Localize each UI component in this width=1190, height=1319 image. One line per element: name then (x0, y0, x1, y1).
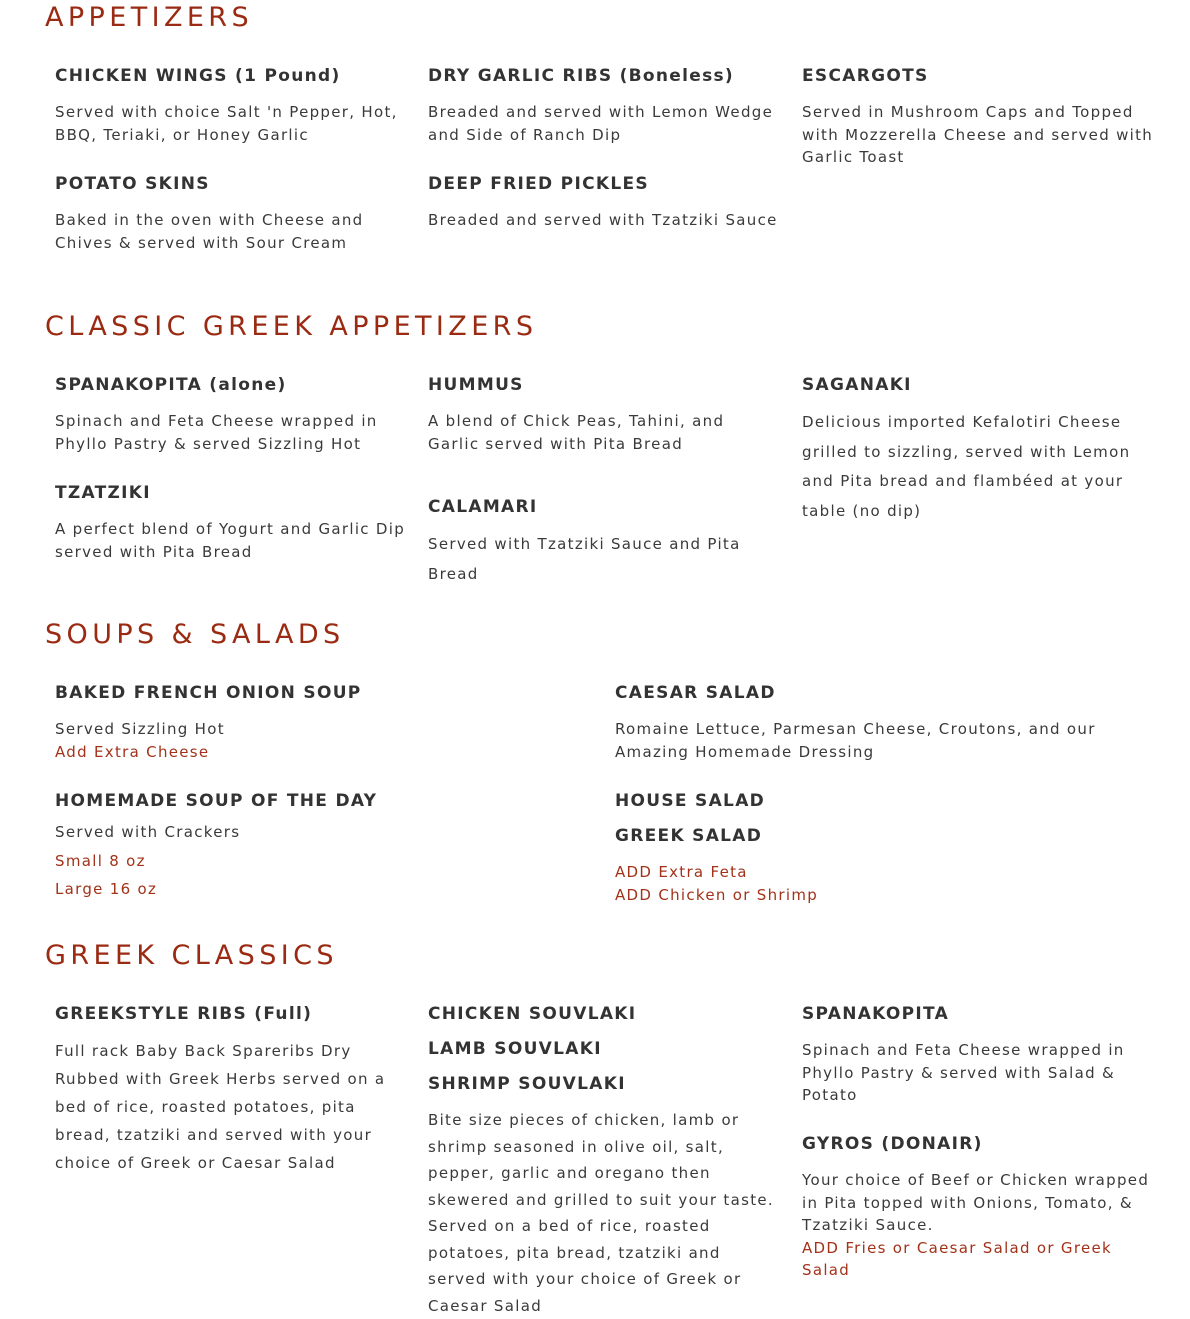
item-name: SPANAKOPITA (alone) (55, 375, 287, 395)
item-description: Served in Mushroom Caps and Topped with Mozzerella Cheese and served with Garlic Toast (802, 103, 1154, 166)
item-name: GYROS (DONAIR) (802, 1134, 983, 1154)
menu-item (55, 174, 405, 254)
item-description: Served Sizzling Hot (55, 720, 225, 738)
item-addon: ADD Extra Feta (615, 863, 748, 881)
item-addon: ADD Chicken or Shrimp (615, 885, 819, 904)
item-addon: ADD Fries or Caesar Salad or Greek Salad (802, 1238, 1113, 1279)
item-description: Romaine Lettuce, Parmesan Cheese, Croutons, and our Amazing Homemade Dressing (615, 720, 1096, 761)
menu-item (428, 66, 778, 146)
item-name: DEEP FRIED PICKLES (428, 174, 649, 194)
section-title-greek-classics: GREEK CLASSICS (45, 940, 338, 971)
menu-item (55, 66, 405, 146)
item-description: A perfect blend of Yogurt and Garlic Dip served with Pita Bread (55, 520, 406, 561)
item-name: ESCARGOTS (802, 66, 929, 86)
item-description: Spinach and Feta Cheese wrapped in Phyllo Pastry & served with Salad & Potato (802, 1041, 1125, 1104)
menu-item (428, 497, 758, 589)
item-name: POTATO SKINS (55, 174, 210, 194)
menu-item (802, 1134, 1157, 1282)
menu-item (615, 826, 1115, 906)
item-name: CAESAR SALAD (615, 683, 776, 703)
item-description: Served with Tzatziki Sauce and Pita Bread (428, 535, 741, 583)
item-description: Full rack Baby Back Spareribs Dry Rubbed with Greek Herbs served on a bed of rice, roasted potatoes, pita bread, tzatziki and served with your choice of Greek or Caesar Salad (55, 1042, 386, 1172)
menu-item (428, 174, 788, 232)
item-addon: Add Extra Cheese (55, 742, 210, 761)
menu-item (802, 375, 1147, 526)
menu-item (428, 375, 773, 455)
item-description: Baked in the oven with Cheese and Chives & served with Sour Cream (55, 211, 364, 252)
item-name: CHICKEN WINGS (1 Pound) (55, 66, 341, 86)
item-name: BAKED FRENCH ONION SOUP (55, 683, 362, 703)
item-name: CHICKEN SOUVLAKI (428, 1004, 637, 1024)
item-description: Bite size pieces of chicken, lamb or shrimp seasoned in olive oil, salt, pepper, garlic and oregano then skewered and grilled to suit your taste. Served on a bed of rice, roasted potatoes, pita bread, tzatziki and served with your choice of Greek or Caesar Salad (428, 1111, 774, 1315)
item-name: HOMEMADE SOUP OF THE DAY (55, 791, 378, 811)
item-description: A blend of Chick Peas, Tahini, and Garlic served with Pita Bread (428, 412, 725, 453)
item-description: Breaded and served with Tzatziki Sauce (428, 211, 778, 229)
item-description: Served with Crackers (55, 823, 241, 841)
menu-item (802, 66, 1157, 169)
item-name: LAMB SOUVLAKI (428, 1039, 602, 1059)
item-description: Delicious imported Kefalotiri Cheese grilled to sizzling, served with Lemon and Pita bread and flambéed at your table (no dip) (802, 413, 1131, 520)
section-title-appetizers: APPETIZERS (45, 2, 254, 33)
menu-item (615, 791, 1115, 811)
item-description: Your choice of Beef or Chicken wrapped in Pita topped with Onions, Tomato, & Tzatziki Sauce. (802, 1171, 1150, 1234)
item-name: SAGANAKI (802, 375, 912, 395)
item-name: TZATZIKI (55, 483, 151, 503)
menu-item (428, 1004, 783, 1319)
item-addon: Large 16 oz (55, 879, 158, 898)
menu-item (55, 1004, 395, 1177)
item-name: HUMMUS (428, 375, 524, 395)
item-name: DRY GARLIC RIBS (Boneless) (428, 66, 734, 86)
menu-item (615, 683, 1115, 763)
item-name: SPANAKOPITA (802, 1004, 950, 1024)
item-description: Spinach and Feta Cheese wrapped in Phyllo Pastry & served Sizzling Hot (55, 412, 378, 453)
item-description: Breaded and served with Lemon Wedge and Side of Ranch Dip (428, 103, 774, 144)
item-addon: Small 8 oz (55, 851, 146, 870)
menu-item (55, 683, 555, 763)
item-name: CALAMARI (428, 497, 538, 517)
section-title-classic-greek-appetizers: CLASSIC GREEK APPETIZERS (45, 311, 538, 342)
item-name: GREEKSTYLE RIBS (Full) (55, 1004, 313, 1024)
item-name: HOUSE SALAD (615, 791, 766, 811)
menu-item (55, 483, 415, 563)
item-description: Served with choice Salt 'n Pepper, Hot, BBQ, Teriaki, or Honey Garlic (55, 103, 398, 144)
section-title-soups-salads: SOUPS & SALADS (45, 619, 345, 650)
menu-item (55, 375, 405, 455)
menu-item (55, 791, 555, 903)
item-name: GREEK SALAD (615, 826, 763, 846)
menu-item (802, 1004, 1157, 1107)
item-name: SHRIMP SOUVLAKI (428, 1074, 626, 1094)
